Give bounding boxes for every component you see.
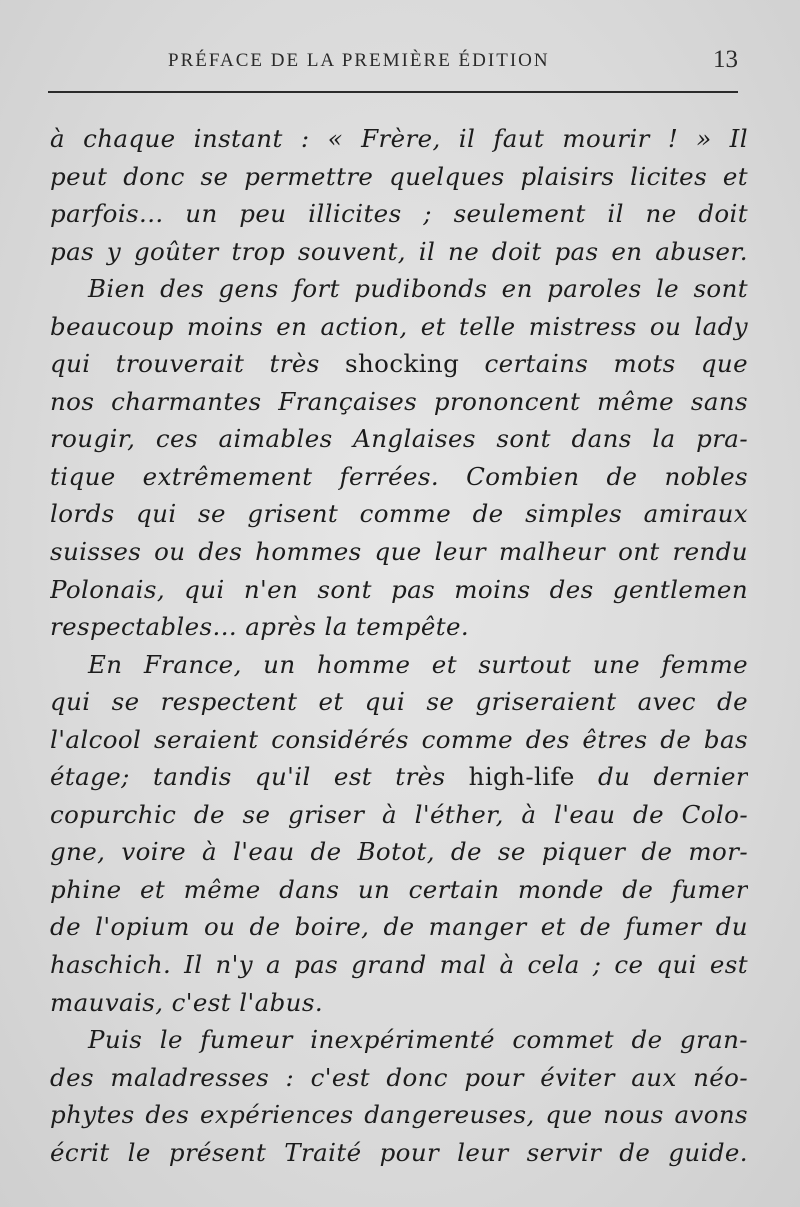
- italic-run: des maladresses : c'est donc pour éviter aux néo-: [50, 1062, 748, 1092]
- italic-run: pas y goûter trop souvent, il ne doit pas en abuser.: [50, 236, 748, 266]
- italic-run: à chaque instant : « Frère, il faut mourir ! » Il: [50, 124, 748, 153]
- text-line: [50, 721, 748, 759]
- text-line: [50, 908, 748, 946]
- roman-phrase: shocking: [345, 349, 460, 379]
- italic-run: rougir, ces aimables Anglaises sont dans la pra-: [50, 424, 748, 454]
- italic-run: beaucoup moins en action, et telle mistress ou lady: [50, 311, 748, 341]
- italic-run: Bien des gens fort pudibonds en paroles le sont: [88, 274, 748, 304]
- italic-run: lords qui se grisent comme de simples amiraux: [50, 499, 748, 529]
- roman-phrase: high-life: [468, 762, 575, 792]
- text-line: [50, 871, 748, 909]
- italic-run: du dernier: [574, 762, 748, 792]
- body-text: [50, 120, 748, 1171]
- page-header: [48, 46, 738, 80]
- text-line: [50, 1059, 748, 1097]
- italic-run: respectables... après la tempête.: [50, 612, 470, 642]
- text-line: [50, 233, 748, 271]
- text-line: [50, 120, 748, 158]
- italic-run: nos charmantes Françaises prononcent même sans: [50, 386, 748, 416]
- text-line: [50, 345, 748, 383]
- text-line: [50, 608, 748, 646]
- text-line: [50, 420, 748, 458]
- italic-run: de l'opium ou de boire, de manger et de fumer du: [50, 912, 748, 942]
- text-line: [50, 308, 748, 346]
- text-line: [50, 946, 748, 984]
- italic-run: certains mots que: [459, 349, 748, 379]
- text-line: [50, 758, 748, 796]
- italic-run: mauvais, c'est l'abus.: [50, 987, 324, 1017]
- text-line: [50, 796, 748, 834]
- italic-run: Puis le fumeur inexpérimenté commet de gran-: [88, 1025, 748, 1055]
- text-line: [50, 984, 748, 1022]
- text-line: [50, 683, 748, 721]
- text-line: [50, 1021, 748, 1059]
- text-line: [50, 571, 748, 609]
- italic-run: tique extrêmement ferrées. Combien de nobles: [50, 461, 748, 491]
- text-line: [50, 1134, 748, 1172]
- italic-run: parfois... un peu illicites ; seulement il ne doit: [50, 199, 748, 229]
- text-line: [50, 195, 748, 233]
- text-line: [50, 533, 748, 571]
- italic-run: écrit le présent Traité pour leur servir de guide.: [50, 1137, 748, 1167]
- text-line: [50, 833, 748, 871]
- text-line: [50, 158, 748, 196]
- italic-run: En France, un homme et surtout une femme: [88, 649, 748, 679]
- text-line: [50, 1096, 748, 1134]
- text-line: [50, 495, 748, 533]
- italic-run: l'alcool seraient considérés comme des êtres de bas: [50, 724, 748, 754]
- header-rule: [48, 91, 738, 93]
- text-line: [50, 646, 748, 684]
- italic-run: haschich. Il n'y a pas grand mal à cela ; ce qui est: [50, 950, 748, 980]
- italic-run: suisses ou des hommes que leur malheur ont rendu: [50, 537, 748, 567]
- italic-run: phytes des expériences dangereuses, que nous avons: [50, 1100, 748, 1130]
- italic-run: phine et même dans un certain monde de fumer: [50, 874, 748, 904]
- italic-run: qui se respectent et qui se griseraient avec de: [50, 687, 748, 717]
- text-line: [50, 383, 748, 421]
- running-title: PRÉFACE DE LA PREMIÈRE ÉDITION: [168, 50, 550, 71]
- page-number: 13: [713, 46, 738, 73]
- italic-run: peut donc se permettre quelques plaisirs licites et: [50, 161, 748, 191]
- italic-run: qui trouverait très: [50, 349, 346, 379]
- italic-run: étage; tandis qu'il est très: [50, 762, 469, 792]
- italic-run: Polonais, qui n'en sont pas moins des gentlemen: [50, 574, 748, 604]
- italic-run: copurchic de se griser à l'éther, à l'eau de Colo-: [50, 799, 748, 829]
- text-line: [50, 270, 748, 308]
- text-line: [50, 458, 748, 496]
- italic-run: gne, voire à l'eau de Botot, de se piquer de mor-: [50, 837, 748, 867]
